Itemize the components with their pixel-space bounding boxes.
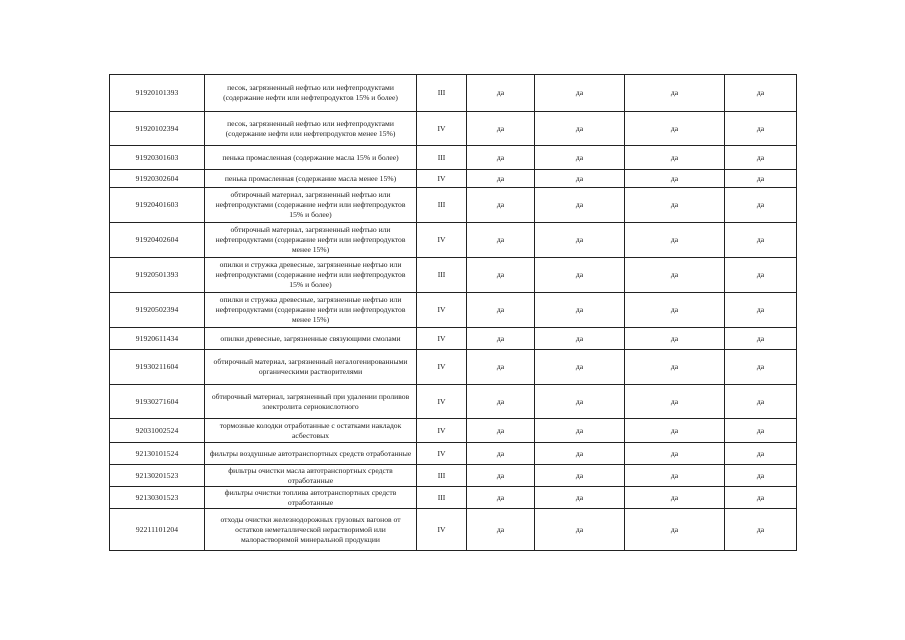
waste-description-cell: песок, загрязненный нефтью или нефтепродуктами (содержание нефти или нефтепродуктов 15% и более): [205, 75, 417, 112]
waste-description-cell: опилки и стружка древесные, загрязненные нефтью или нефтепродуктами (содержание нефти или нефтепродуктов менее 15%): [205, 293, 417, 328]
table-row: [110, 385, 797, 419]
value-cell-6: да: [625, 443, 725, 465]
value-cell-5: да: [535, 188, 625, 223]
value-cell-7: да: [725, 487, 797, 509]
table-row: [110, 419, 797, 443]
waste-code-cell: 92130301523: [110, 487, 205, 509]
hazard-class-cell: IV: [417, 293, 467, 328]
value-cell-5: да: [535, 293, 625, 328]
table-row: [110, 509, 797, 551]
table-row: [110, 170, 797, 188]
value-cell-7: да: [725, 293, 797, 328]
value-cell-4: да: [467, 75, 535, 112]
value-cell-7: да: [725, 443, 797, 465]
table-row: [110, 293, 797, 328]
table-row: [110, 328, 797, 350]
waste-description-cell: фильтры очистки топлива автотранспортных средств отработанные: [205, 487, 417, 509]
value-cell-4: да: [467, 443, 535, 465]
waste-code-cell: 91920401603: [110, 188, 205, 223]
value-cell-6: да: [625, 487, 725, 509]
value-cell-7: да: [725, 419, 797, 443]
value-cell-4: да: [467, 509, 535, 551]
hazard-class-cell: III: [417, 258, 467, 293]
value-cell-5: да: [535, 328, 625, 350]
value-cell-6: да: [625, 258, 725, 293]
waste-code-cell: 92130101524: [110, 443, 205, 465]
value-cell-6: да: [625, 350, 725, 385]
value-cell-4: да: [467, 419, 535, 443]
waste-table: [109, 74, 797, 551]
waste-code-cell: 91920502394: [110, 293, 205, 328]
value-cell-4: да: [467, 112, 535, 146]
waste-code-cell: 91930271604: [110, 385, 205, 419]
waste-code-cell: 91920102394: [110, 112, 205, 146]
value-cell-6: да: [625, 328, 725, 350]
value-cell-7: да: [725, 75, 797, 112]
table-row: [110, 487, 797, 509]
waste-description-cell: тормозные колодки отработанные с остатками накладок асбестовых: [205, 419, 417, 443]
hazard-class-cell: IV: [417, 328, 467, 350]
hazard-class-cell: III: [417, 146, 467, 170]
table-row: [110, 223, 797, 258]
value-cell-4: да: [467, 170, 535, 188]
value-cell-5: да: [535, 223, 625, 258]
waste-code-cell: 91920501393: [110, 258, 205, 293]
waste-description-cell: фильтры очистки масла автотранспортных средств отработанные: [205, 465, 417, 487]
waste-description-cell: обтирочный материал, загрязненный негалогенированными органическими растворителями: [205, 350, 417, 385]
table-row: [110, 465, 797, 487]
value-cell-4: да: [467, 385, 535, 419]
hazard-class-cell: III: [417, 75, 467, 112]
waste-code-cell: 92130201523: [110, 465, 205, 487]
value-cell-5: да: [535, 465, 625, 487]
value-cell-6: да: [625, 385, 725, 419]
waste-code-cell: 91920302604: [110, 170, 205, 188]
value-cell-5: да: [535, 350, 625, 385]
value-cell-7: да: [725, 385, 797, 419]
value-cell-4: да: [467, 223, 535, 258]
value-cell-5: да: [535, 419, 625, 443]
table-row: [110, 112, 797, 146]
value-cell-5: да: [535, 258, 625, 293]
value-cell-5: да: [535, 509, 625, 551]
value-cell-5: да: [535, 487, 625, 509]
waste-code-cell: 91920611434: [110, 328, 205, 350]
value-cell-4: да: [467, 188, 535, 223]
value-cell-6: да: [625, 419, 725, 443]
value-cell-5: да: [535, 75, 625, 112]
waste-description-cell: песок, загрязненный нефтью или нефтепродуктами (содержание нефти или нефтепродуктов менее 15%): [205, 112, 417, 146]
value-cell-6: да: [625, 146, 725, 170]
value-cell-5: да: [535, 385, 625, 419]
hazard-class-cell: IV: [417, 443, 467, 465]
value-cell-7: да: [725, 112, 797, 146]
waste-code-cell: 91930211604: [110, 350, 205, 385]
value-cell-7: да: [725, 223, 797, 258]
value-cell-6: да: [625, 75, 725, 112]
value-cell-6: да: [625, 112, 725, 146]
value-cell-5: да: [535, 146, 625, 170]
table-row: [110, 146, 797, 170]
table-row: [110, 443, 797, 465]
waste-code-cell: 92211101204: [110, 509, 205, 551]
waste-description-cell: фильтры воздушные автотранспортных средств отработанные: [205, 443, 417, 465]
waste-code-cell: 91920301603: [110, 146, 205, 170]
value-cell-4: да: [467, 350, 535, 385]
value-cell-6: да: [625, 188, 725, 223]
table-row: [110, 188, 797, 223]
waste-description-cell: опилки древесные, загрязненные связующими смолами: [205, 328, 417, 350]
value-cell-5: да: [535, 170, 625, 188]
hazard-class-cell: IV: [417, 112, 467, 146]
table-row: [110, 350, 797, 385]
value-cell-6: да: [625, 170, 725, 188]
waste-description-cell: обтирочный материал, загрязненный при удалении проливов электролита сернокислотного: [205, 385, 417, 419]
value-cell-4: да: [467, 258, 535, 293]
waste-code-cell: 91920402604: [110, 223, 205, 258]
value-cell-6: да: [625, 465, 725, 487]
value-cell-4: да: [467, 293, 535, 328]
hazard-class-cell: IV: [417, 419, 467, 443]
hazard-class-cell: III: [417, 188, 467, 223]
hazard-class-cell: IV: [417, 509, 467, 551]
hazard-class-cell: III: [417, 465, 467, 487]
hazard-class-cell: IV: [417, 350, 467, 385]
hazard-class-cell: III: [417, 487, 467, 509]
table-row: [110, 75, 797, 112]
value-cell-4: да: [467, 146, 535, 170]
value-cell-7: да: [725, 146, 797, 170]
value-cell-6: да: [625, 293, 725, 328]
waste-description-cell: пенька промасленная (содержание масла менее 15%): [205, 170, 417, 188]
value-cell-7: да: [725, 170, 797, 188]
hazard-class-cell: IV: [417, 223, 467, 258]
value-cell-7: да: [725, 328, 797, 350]
table-row: [110, 258, 797, 293]
value-cell-7: да: [725, 258, 797, 293]
value-cell-6: да: [625, 509, 725, 551]
waste-description-cell: обтирочный материал, загрязненный нефтью или нефтепродуктами (содержание нефти или нефтепродуктов 15% и более): [205, 188, 417, 223]
value-cell-5: да: [535, 112, 625, 146]
table-body: [110, 75, 797, 551]
value-cell-5: да: [535, 443, 625, 465]
value-cell-7: да: [725, 465, 797, 487]
waste-code-cell: 91920101393: [110, 75, 205, 112]
value-cell-7: да: [725, 350, 797, 385]
waste-description-cell: пенька промасленная (содержание масла 15% и более): [205, 146, 417, 170]
hazard-class-cell: IV: [417, 170, 467, 188]
waste-description-cell: опилки и стружка древесные, загрязненные нефтью или нефтепродуктами (содержание нефти или нефтепродуктов 15% и более): [205, 258, 417, 293]
value-cell-7: да: [725, 188, 797, 223]
waste-description-cell: обтирочный материал, загрязненный нефтью или нефтепродуктами (содержание нефти или нефтепродуктов менее 15%): [205, 223, 417, 258]
value-cell-6: да: [625, 223, 725, 258]
value-cell-7: да: [725, 509, 797, 551]
value-cell-4: да: [467, 465, 535, 487]
waste-description-cell: отходы очистки железнодорожных грузовых вагонов от остатков неметаллической нерастворимой или малорастворимой минеральной продукции: [205, 509, 417, 551]
waste-code-cell: 92031002524: [110, 419, 205, 443]
value-cell-4: да: [467, 328, 535, 350]
hazard-class-cell: IV: [417, 385, 467, 419]
value-cell-4: да: [467, 487, 535, 509]
